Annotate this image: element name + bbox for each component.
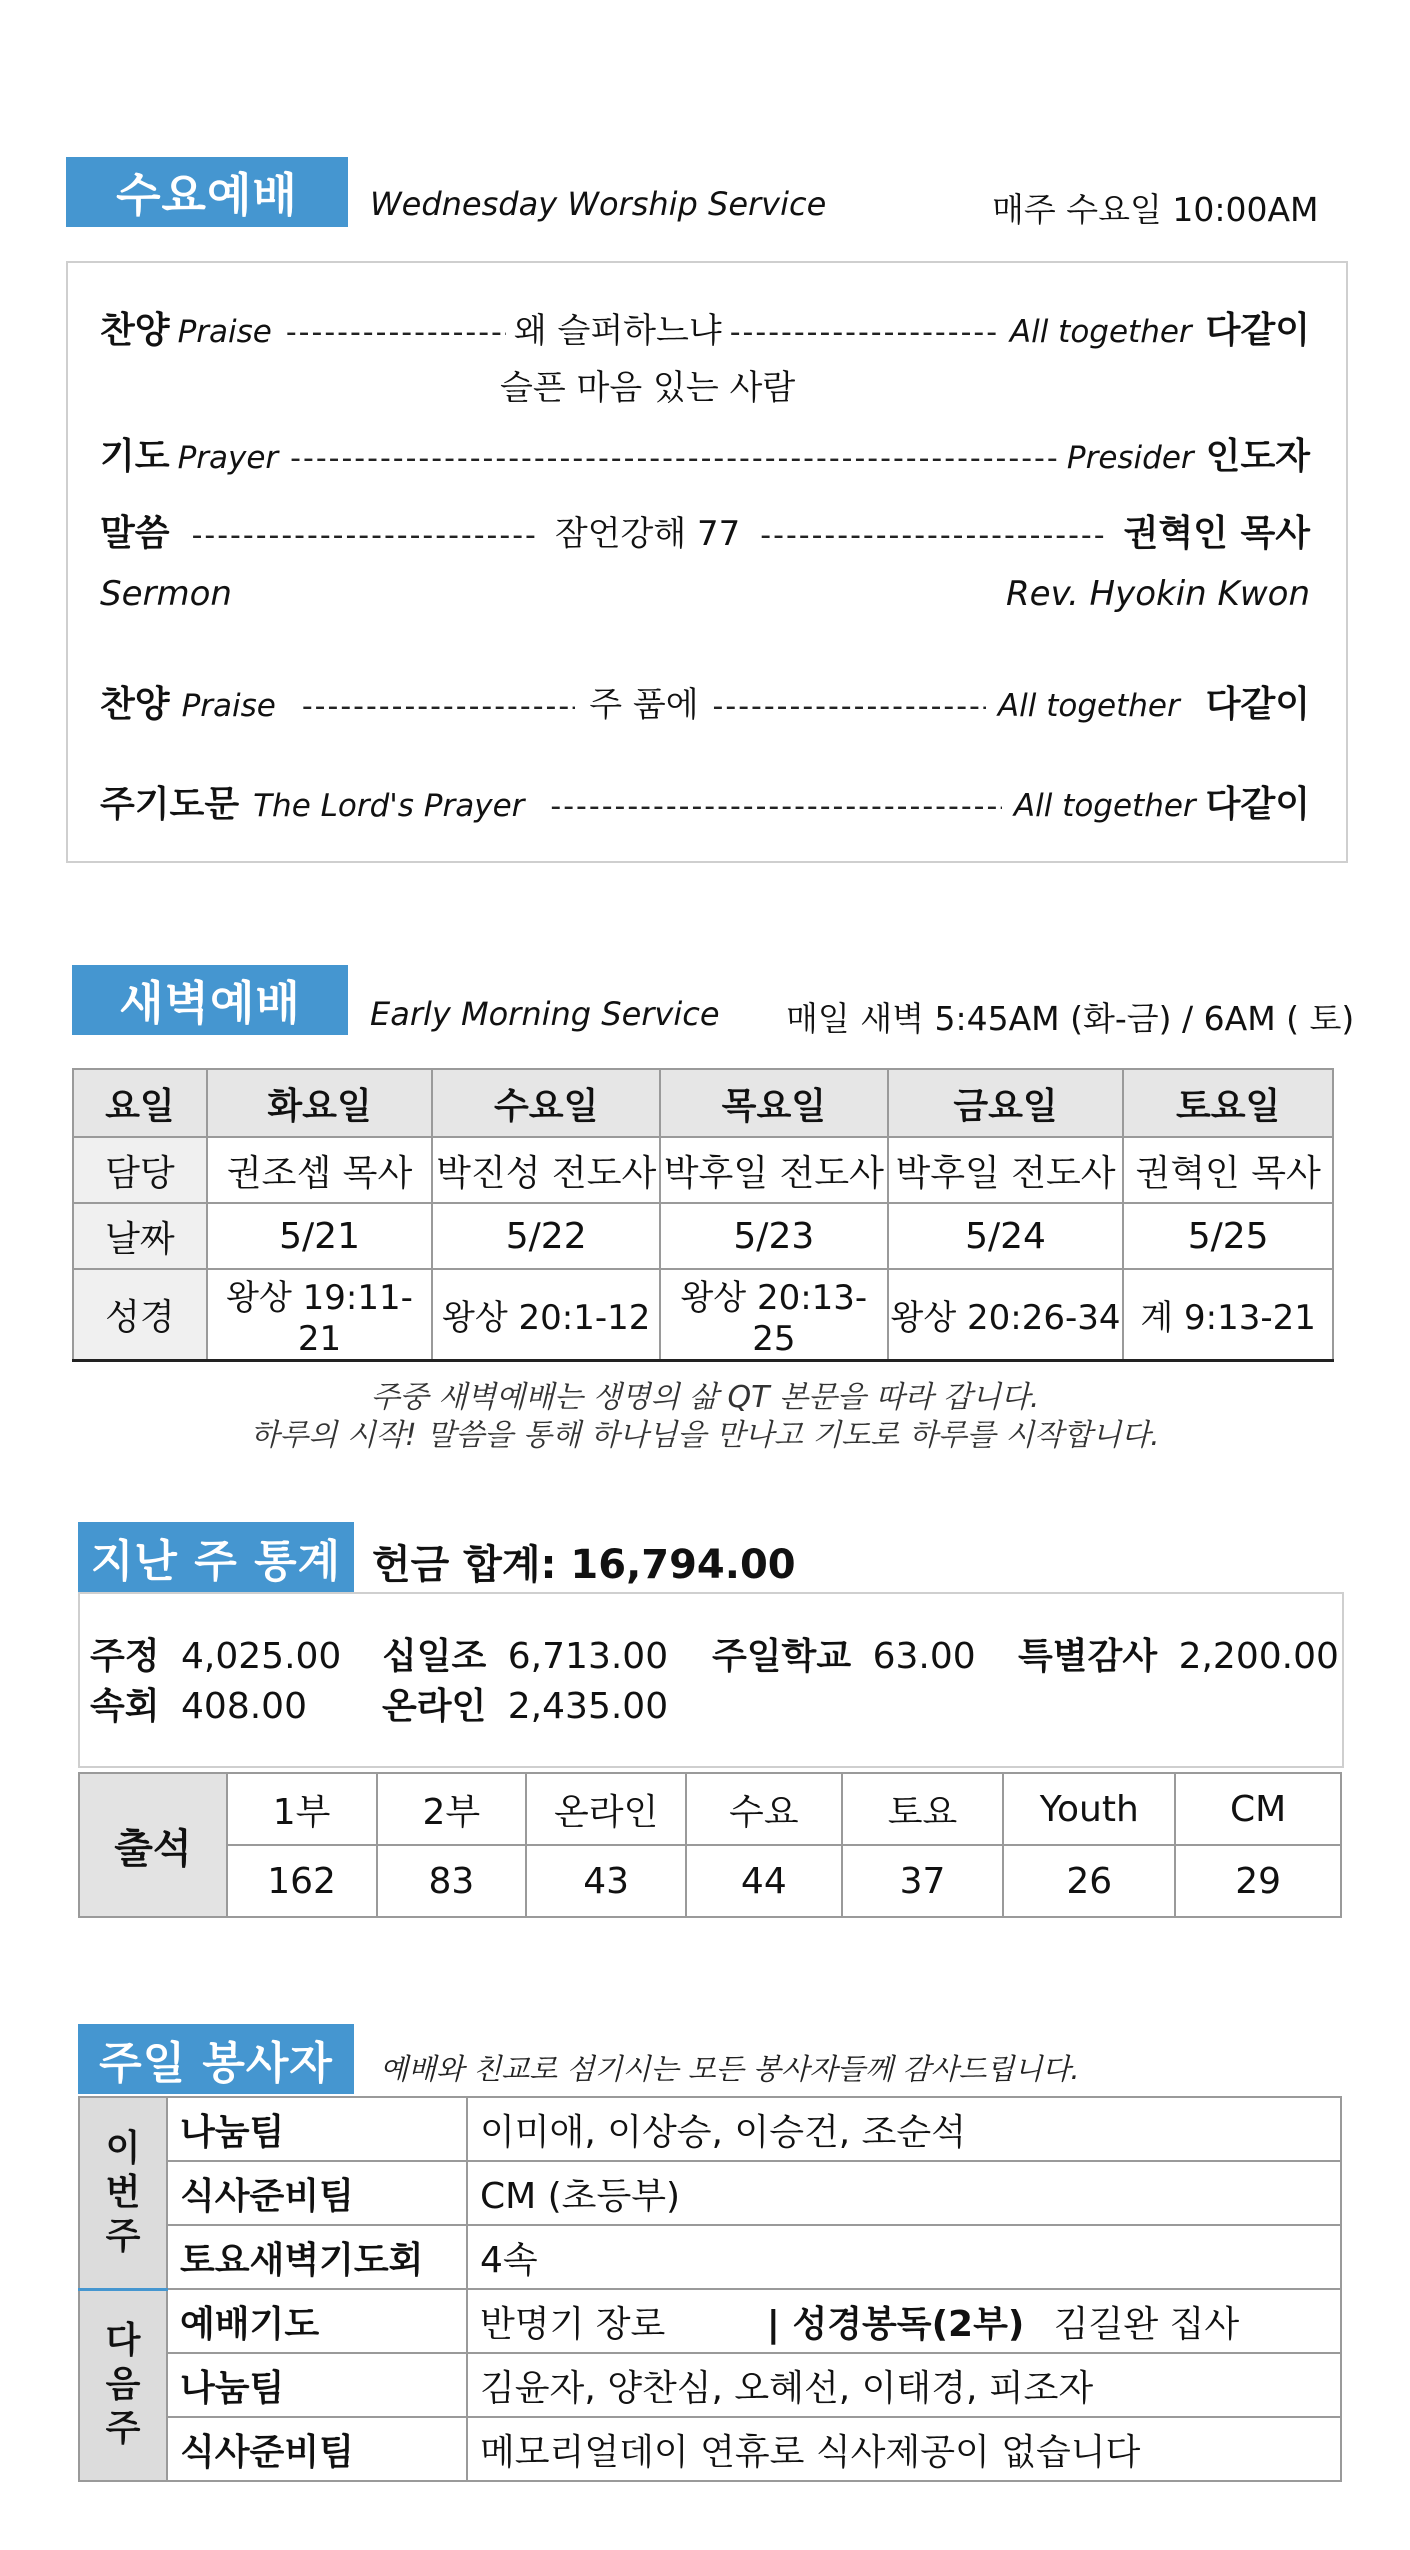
table-header: 토요일: [1123, 1069, 1333, 1137]
offering-label: 특별감사: [1018, 1636, 1158, 1677]
offering-item: [90, 1628, 341, 1679]
table-row: [79, 2417, 1341, 2481]
attendance-header: 1부: [227, 1773, 377, 1845]
morning-schedule-table: [72, 1068, 1334, 1362]
morning-time: 매일 새벽 5:45AM (화-금) / 6AM ( 토): [786, 999, 1355, 1038]
attendance-value-row: [79, 1845, 1341, 1917]
dash-leader: [302, 689, 575, 724]
order-label: 찬양: [100, 684, 170, 725]
attendance-header: 토요: [842, 1773, 1004, 1845]
order-right-en: All together: [997, 688, 1180, 724]
volunteer-names: 김윤자, 양찬심, 오혜선, 이태경, 피조자: [467, 2353, 1341, 2417]
volunteer-role: 나눔팀: [167, 2097, 467, 2161]
order-label-en: Praise: [181, 688, 276, 724]
table-cell: 박진성 전도사: [432, 1137, 660, 1203]
stats-section-tag: 지난 주 통계: [78, 1522, 354, 1592]
order-label: 말씀: [100, 513, 170, 554]
table-cell: 박후일 전도사: [888, 1137, 1124, 1203]
order-row-prayer: [100, 428, 1310, 479]
offering-label: 주정: [90, 1636, 160, 1677]
attendance-table: [78, 1772, 1342, 1918]
order-center: 잠언강해 77: [554, 514, 741, 554]
order-label-en: The Lord's Prayer: [253, 788, 525, 824]
volunteer-role: 예배기도: [167, 2289, 467, 2353]
row-label: 담당: [73, 1137, 207, 1203]
dash-leader: [713, 689, 986, 724]
offering-value: 408.00: [181, 1686, 307, 1727]
scripture-reading-label: | 성경봉독(2부): [766, 2303, 1025, 2345]
volunteers-table: [78, 2096, 1342, 2482]
order-right-en: All together: [1013, 788, 1196, 824]
dash-leader: [192, 518, 535, 553]
table-cell: 왕상 19:11-21: [207, 1269, 433, 1361]
offering-item: [712, 1628, 976, 1679]
offering-item: [90, 1678, 307, 1729]
table-row: [79, 2353, 1341, 2417]
offering-label: 십일조: [382, 1636, 487, 1677]
order-center: 왜 슬퍼하느냐: [513, 311, 722, 351]
table-header: 화요일: [207, 1069, 433, 1137]
dash-leader: [286, 315, 506, 350]
attendance-header: CM: [1175, 1773, 1341, 1845]
next-week-label: 다 음 주: [79, 2289, 167, 2481]
wednesday-subtitle: Wednesday Worship Service: [370, 185, 827, 223]
offering-item: [1018, 1628, 1339, 1679]
order-right-ko: 권혁인 목사: [1123, 513, 1310, 554]
table-cell: 박후일 전도사: [660, 1137, 888, 1203]
order-label: 기도: [100, 436, 170, 477]
volunteer-role: 식사준비팀: [167, 2161, 467, 2225]
table-header: 금요일: [888, 1069, 1124, 1137]
table-cell: 권조셉 목사: [207, 1137, 433, 1203]
attendance-label: 출석: [79, 1773, 227, 1917]
scripture-reader-name: 김길완 집사: [1053, 2303, 1240, 2345]
table-row: [79, 2289, 1341, 2353]
volunteers-section-tag: 주일 봉사자: [78, 2024, 354, 2094]
wednesday-section-tag: 수요예배: [66, 157, 348, 227]
dash-leader: [760, 518, 1103, 553]
dash-leader: [730, 315, 1000, 350]
attendance-value: 43: [526, 1845, 686, 1917]
offering-value: 2,435.00: [507, 1686, 669, 1727]
table-row: [79, 2225, 1341, 2289]
order-right-en: Presider: [1066, 440, 1194, 476]
row-label: 성경: [73, 1269, 207, 1361]
table-row: [79, 2161, 1341, 2225]
table-cell: 5/22: [432, 1203, 660, 1269]
table-cell: 5/25: [1123, 1203, 1333, 1269]
order-row-sermon: [100, 505, 1310, 556]
order-label: 주기도문: [100, 784, 240, 825]
volunteer-names: 메모리얼데이 연휴로 식사제공이 없습니다: [467, 2417, 1341, 2481]
order-row-praise: [100, 302, 1310, 353]
table-header: 요일: [73, 1069, 207, 1137]
attendance-value: 37: [842, 1845, 1004, 1917]
volunteer-names-cell: [467, 2289, 1341, 2353]
order-label-en: Praise: [177, 314, 272, 350]
order-right-ko: 다같이: [1205, 784, 1310, 825]
attendance-header: 수요: [686, 1773, 842, 1845]
volunteer-role: 토요새벽기도회: [167, 2225, 467, 2289]
order-label-en: Prayer: [177, 440, 279, 476]
order-label: 찬양: [100, 310, 170, 351]
attendance-value: 29: [1175, 1845, 1341, 1917]
table-header: 목요일: [660, 1069, 888, 1137]
attendance-value: 44: [686, 1845, 842, 1917]
sermon-preacher-en: Rev. Hyokin Kwon: [1006, 574, 1310, 614]
attendance-value: 26: [1003, 1845, 1175, 1917]
offering-item: [382, 1678, 668, 1729]
offering-label: 속회: [90, 1686, 160, 1727]
attendance-value: 83: [377, 1845, 527, 1917]
morning-section-tag: 새벽예배: [72, 965, 348, 1035]
table-cell: 계 9:13-21: [1123, 1269, 1333, 1361]
offering-item: [382, 1628, 668, 1679]
row-label: 날짜: [73, 1203, 207, 1269]
order-right-ko: 다같이: [1205, 684, 1311, 725]
offering-total: 헌금 합계: 16,794.00: [372, 1542, 796, 1588]
volunteer-names: 4속: [467, 2225, 1341, 2289]
table-cell: 왕상 20:1-12: [432, 1269, 660, 1361]
volunteer-names: 반명기 장로: [480, 2303, 666, 2345]
order-right-en: All together: [1009, 314, 1192, 350]
attendance-header: 온라인: [526, 1773, 686, 1845]
attendance-header: 2부: [377, 1773, 527, 1845]
volunteer-role: 나눔팀: [167, 2353, 467, 2417]
table-cell: 권혁인 목사: [1123, 1137, 1333, 1203]
order-row-praise-2: [100, 676, 1310, 727]
table-row: [73, 1269, 1333, 1361]
volunteers-subtitle: 예배와 친교로 섬기시는 모든 봉사자들께 감사드립니다.: [380, 2052, 1080, 2086]
offering-value: 6,713.00: [507, 1636, 669, 1677]
offering-label: 주일학교: [712, 1636, 852, 1677]
attendance-value: 162: [227, 1845, 377, 1917]
table-row: [73, 1203, 1333, 1269]
order-row-lords-prayer: [100, 776, 1310, 827]
table-row: [73, 1137, 1333, 1203]
volunteer-names: CM (초등부): [467, 2161, 1341, 2225]
offering-label: 온라인: [382, 1686, 487, 1727]
attendance-header: Youth: [1003, 1773, 1175, 1845]
table-cell: 왕상 20:13-25: [660, 1269, 888, 1361]
volunteer-role: 식사준비팀: [167, 2417, 467, 2481]
this-week-label: 이 번 주: [79, 2097, 167, 2289]
offering-value: 4,025.00: [181, 1636, 342, 1677]
morning-note-2: 하루의 시작! 말씀을 통해 하나님을 만나고 기도로 하루를 시작합니다.: [250, 1418, 1160, 1453]
sermon-en: Sermon: [100, 574, 232, 614]
order-right-ko: 인도자: [1205, 436, 1310, 477]
offering-value: 2,200.00: [1178, 1636, 1339, 1677]
morning-subtitle: Early Morning Service: [370, 995, 720, 1033]
order-center-2: 슬픈 마음 있는 사람: [500, 368, 796, 408]
offering-value: 63.00: [872, 1636, 976, 1677]
order-right-ko: 다같이: [1205, 310, 1310, 351]
dash-leader: [550, 789, 1001, 824]
table-row: [79, 2097, 1341, 2161]
wednesday-time: 매주 수요일 10:00AM: [992, 190, 1319, 229]
dash-leader: [290, 441, 1057, 476]
table-header-row: [73, 1069, 1333, 1137]
volunteer-names: 이미애, 이상승, 이승건, 조순석: [467, 2097, 1341, 2161]
table-header: 수요일: [432, 1069, 660, 1137]
morning-note-1: 주중 새벽예배는 생명의 삶 QT 본문을 따라 갑니다.: [370, 1380, 1040, 1415]
table-cell: 왕상 20:26-34: [888, 1269, 1124, 1361]
table-cell: 5/23: [660, 1203, 888, 1269]
attendance-header-row: [79, 1773, 1341, 1845]
order-center: 주 품에: [589, 685, 699, 725]
table-cell: 5/21: [207, 1203, 433, 1269]
table-cell: 5/24: [888, 1203, 1124, 1269]
